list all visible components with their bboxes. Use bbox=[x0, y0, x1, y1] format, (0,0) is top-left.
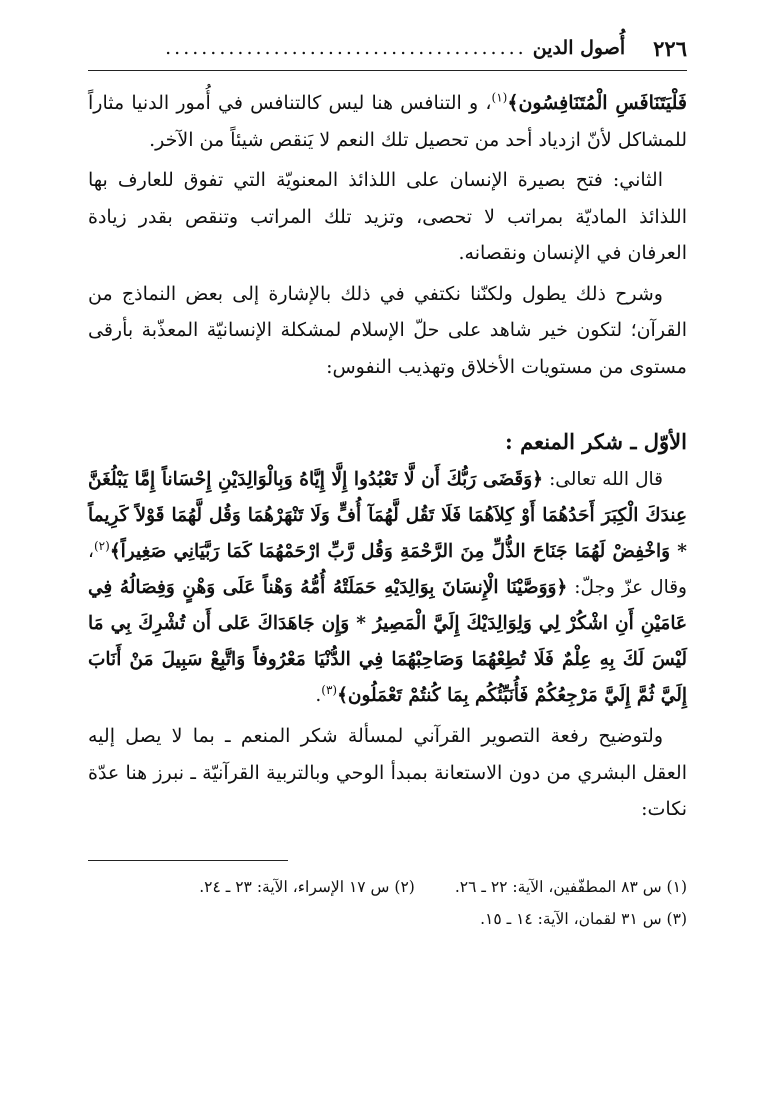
quran-verse-2: ﴿وَوَصَّيْنَا الْإِنسَانَ بِوَالِدَيْهِ حَمَلَتْهُ أُمُّهُ وَهْناً عَلَى وَهْنٍ وَفِصَالُهُ فِي عَامَيْنِ أَنِ اشْكُرْ لِي وَلِوَالِدَيْكَ إِلَيَّ الْمَصِيرُ * وَإِن جَاهَدَاكَ عَلى أَن تُشْرِكَ بِي مَا لَيْسَ لَكَ بِهِ عِلْمٌ فَلَا تُطِعْهُمَا وَصَاحِبْهُمَا فِي الدُّنْيَا مَعْرُوفاً وَاتَّبِعْ سَبِيلَ مَنْ أَنَابَ إِلَيَّ ثُمَّ إِلَيَّ مَرْجِعُكُمْ فَأُنَبِّئُكُم بِمَا كُنتُمْ تَعْمَلُون﴾ bbox=[88, 577, 687, 706]
footnote-ref-1[interactable]: (١) bbox=[491, 90, 508, 105]
footnote-2: (٢) س ١٧ الإسراء، الآية: ٢٣ ـ ٢٤. bbox=[199, 877, 415, 896]
footnote-1: (١) س ٨٣ المطفّفين، الآية: ٢٢ ـ ٢٦. bbox=[454, 877, 687, 896]
footnotes bbox=[88, 871, 687, 935]
verse-intro-1: قال الله تعالى: bbox=[542, 469, 663, 490]
quran-verse-1: ﴿وَقَضَى رَبُّكَ أَن لَّا تَعْبُدُوا إِلَّا إِيَّاهُ وَبِالْوَالِدَيْنِ إِحْسَاناً إِمَّا يَبْلُغَنَّ عِندَكَ الْكِبَرَ أَحَدُهُمَا أَوْ كِلاَهُمَا فَلَا تَقُل لَّهُمَآ أُفٍّ وَلَا تَنْهَرْهُمَا وَقُل لَّهُمَا قَوْلاً كَرِيماً * وَاخْفِضْ لَهُمَا جَنَاحَ الذُّلِّ مِنَ الرَّحْمَةِ وَقُل رَّبِّ ارْحَمْهُمَا كَمَا رَبَّيَانِي صَغِيراً﴾ bbox=[88, 469, 687, 562]
paragraph-1-text: ، و التنافس هنا ليس كالتنافس في أُمور الدنيا مثاراً للمشاكل لأنّ ازدياد أحد من تحصيل تلك النعم لا يَنقص شيئاً من الآخر. bbox=[88, 92, 687, 151]
paragraph-3: وشرح ذلك يطول ولكنّنا نكتفي في ذلك بالإشارة إلى بعض النماذج من القرآن؛ لتكون خير شاهد على حلّ الإسلام لمشكلة الإنسانيّة المعذّبة بأرقى مستوى من مستويات الأخلاق وتهذيب النفوس: bbox=[88, 282, 687, 378]
footnote-ref-3[interactable]: (٣) bbox=[321, 682, 338, 697]
verses-paragraph bbox=[88, 462, 687, 714]
footnote-3: (٣) س ٣١ لقمان، الآية: ١٤ ـ ١٥. bbox=[480, 909, 687, 928]
footnote-row-1 bbox=[88, 871, 687, 903]
quran-quote-1: فَلْيَتَنَافَسِ الْمُتَنَافِسُون﴾ bbox=[507, 92, 688, 114]
footnote-separator bbox=[88, 860, 288, 861]
paragraph-1 bbox=[88, 85, 687, 158]
header-dot-leader: ........................................ bbox=[165, 37, 527, 59]
footnote-row-2 bbox=[88, 903, 687, 935]
page-number: ٢٢٦ bbox=[653, 35, 687, 61]
verse-end: . bbox=[315, 685, 322, 706]
running-header bbox=[88, 30, 687, 71]
footnote-ref-2[interactable]: (٢) bbox=[93, 538, 110, 553]
book-title: أُصول الدين bbox=[532, 37, 626, 59]
paragraph-2: الثاني: فتح بصيرة الإنسان على اللذائذ المعنويّة التي تفوق للعارف بها اللذائذ الماديّة بمراتب لا تحصى، وتزيد تلك المراتب وتنقص بقدر زيادة العرفان في الإنسان ونقصانه. bbox=[88, 169, 687, 264]
verse-intro-2: ، وقال عزّ وجلّ: bbox=[88, 541, 687, 598]
paragraph-4: ولتوضيح رفعة التصوير القرآني لمسألة شكر المنعم ـ بما لا يصل إليه العقل البشري من دون الاستعانة بمبدأ الوحي وبالتربية القرآنيّة ـ نبرز هنا عدّة نكات: bbox=[88, 725, 687, 820]
section-heading: الأوّل ـ شكر المنعم : bbox=[505, 429, 687, 454]
